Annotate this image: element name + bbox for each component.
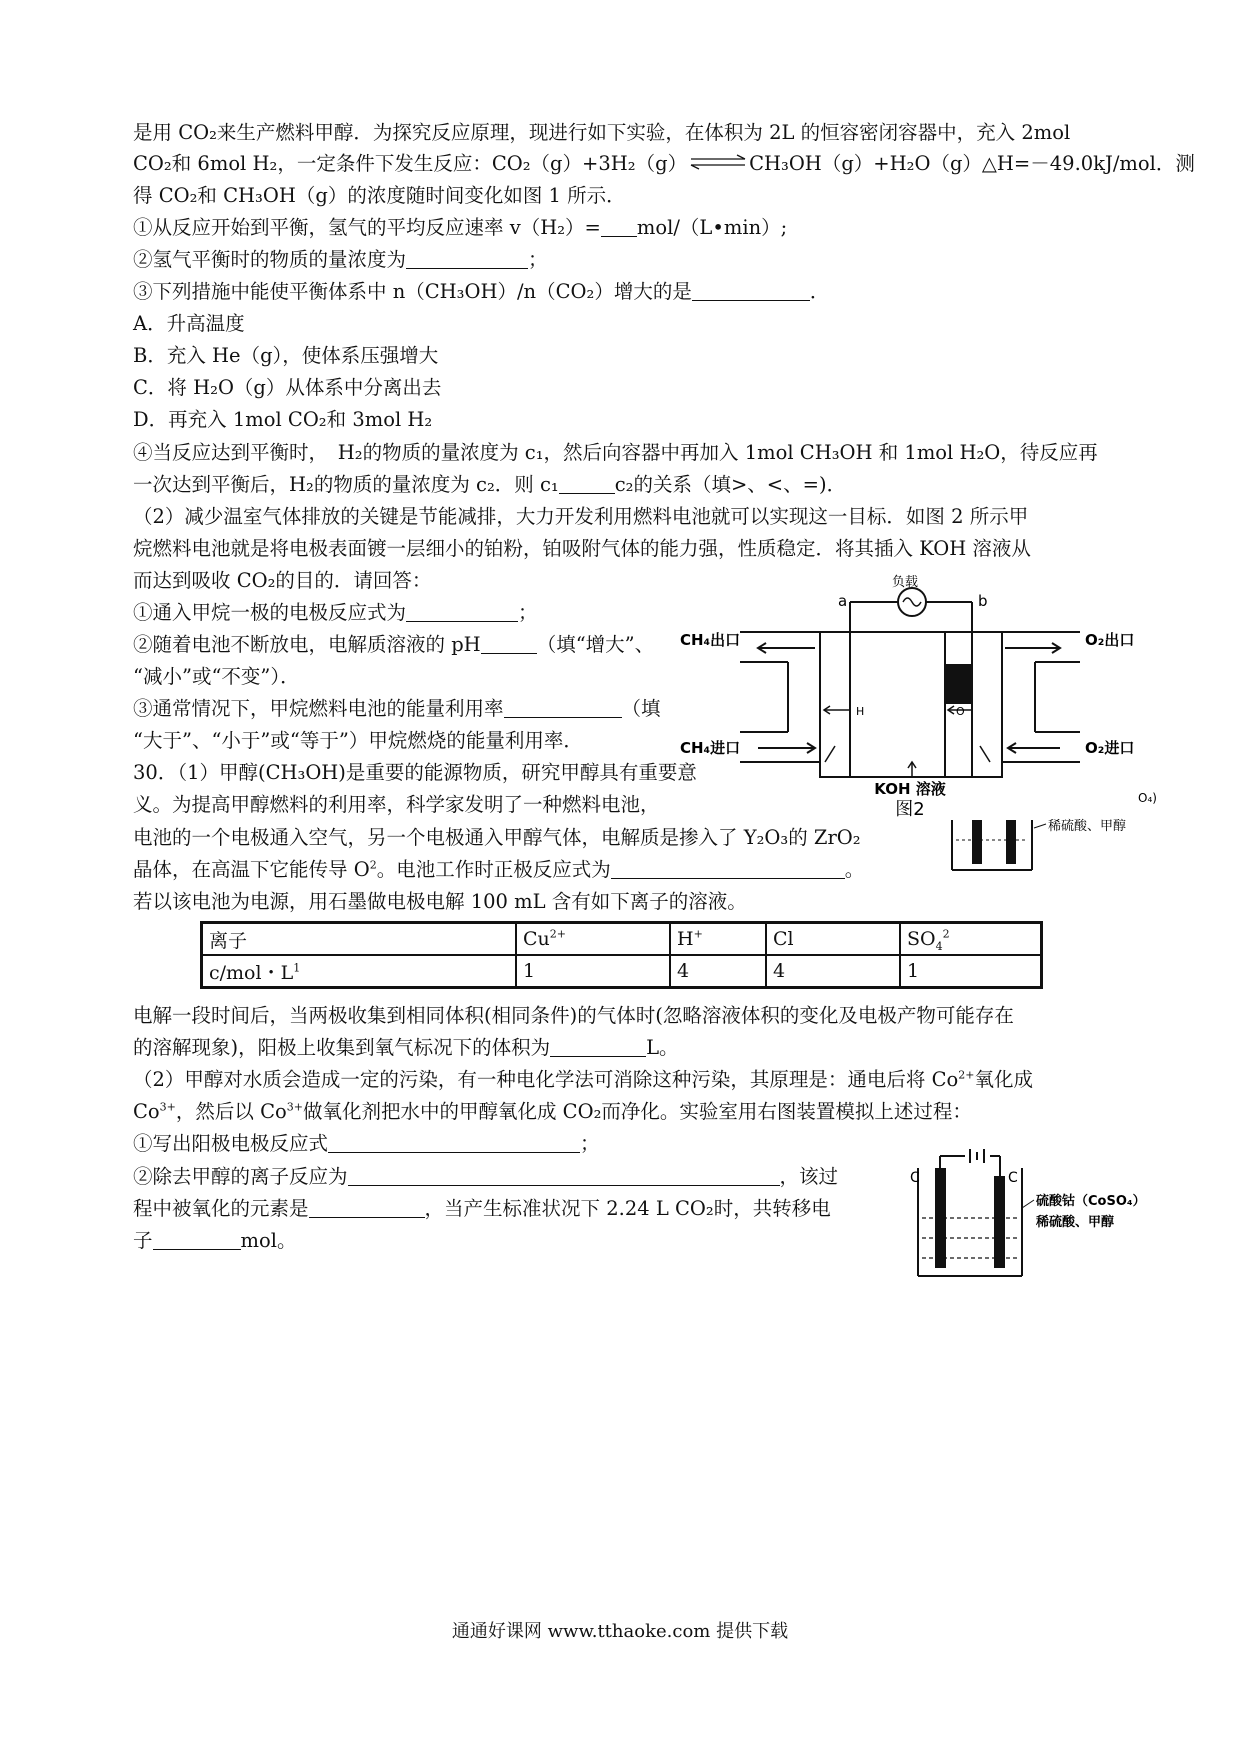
answer-blank[interactable]	[328, 1132, 580, 1153]
question-2: ②氢气平衡时的物质的量浓度为 ；	[133, 248, 548, 271]
fuel-cell-diagram	[680, 572, 1180, 822]
ch4-outlet-label: CH₄出口	[680, 631, 741, 649]
answer-blank[interactable]	[406, 248, 528, 269]
answer-blank[interactable]	[153, 1229, 241, 1250]
table-cell: 1	[516, 955, 670, 988]
electrolysis-cell-diagram	[910, 1148, 1160, 1288]
text-line: $Co^{3+}$，然后以 $Co^{3+}$做氧化剂把水中的甲醇氧化成 CO₂而净化。实验室用右图装置模拟上述过程：	[133, 1100, 972, 1123]
terminal-b-label: b	[978, 592, 988, 610]
text-line: （2）甲醇对水质会造成一定的污染，有一种电化学法可消除这种污染，其原理是：通电后将 $Co^{2+}$氧化成	[133, 1068, 1034, 1091]
o2-inlet-label: O₂进口	[1085, 739, 1135, 757]
table-cell: 离子	[202, 923, 517, 956]
sub-question-1: ①写出阳极电极反应式 ；	[133, 1132, 600, 1155]
question-4: ④当反应达到平衡时， H₂的物质的量浓度为 c₁，然后向容器中再加入 1mol CH₃OH 和 1mol H₂O，待反应再	[133, 441, 1098, 464]
text-line: “减小”或“不变”）．	[133, 665, 300, 688]
o-ion-label: O	[956, 705, 965, 718]
answer-blank[interactable]	[348, 1165, 780, 1186]
solution-label: 稀硫酸、甲醇	[1036, 1215, 1115, 1230]
o2-outlet-label: O₂出口	[1085, 631, 1135, 649]
answer-blank[interactable]	[309, 1197, 425, 1218]
sub-question-3: ③通常情况下，甲烷燃料电池的能量利用率 （填	[133, 697, 661, 720]
h-ion-label: H	[856, 705, 865, 718]
text-line: 义。为提高甲醇燃料的利用率，科学家发明了一种燃料电池，	[133, 793, 660, 816]
table-header-row	[202, 923, 1042, 956]
table-cell: $Cu^{2+}$	[516, 923, 670, 956]
answer-blank[interactable]	[601, 216, 637, 237]
ch4-inlet-label: CH₄进口	[680, 739, 741, 757]
koh-solution-label: KOH 溶液	[874, 780, 946, 798]
text-line: 得 CO₂和 CH₃OH（g）的浓度随时间变化如图 1 所示．	[133, 184, 626, 207]
answer-blank[interactable]	[559, 473, 615, 494]
text-line: 的溶解现象)，阳极上收集到氧气标况下的体积为 L。	[133, 1036, 679, 1059]
answer-blank[interactable]	[406, 601, 518, 622]
option-b: B．充入 He（g），使体系压强增大	[133, 344, 439, 367]
text-line: 晶体，在高温下它能传导 $O^2$。电池工作时正极反应式为 。	[133, 858, 865, 881]
text-line: 程中被氧化的元素是 ，当产生标准状况下 2.24 L CO₂时，共转移电	[133, 1197, 831, 1220]
electrode-block	[946, 664, 971, 704]
text-line: 电解一段时间后，当两极收集到相同体积(相同条件)的气体时(忽略溶液体积的变化及电极产物可能存在	[133, 1004, 1014, 1027]
solution-label: 稀硫酸、甲醇	[1048, 819, 1127, 834]
equilibrium-arrow-icon	[687, 155, 749, 169]
answer-blank[interactable]	[481, 633, 537, 654]
sub-question-2: ②随着电池不断放电，电解质溶液的 pH （填“增大”、	[133, 633, 655, 656]
carbon-electrode-left: C	[910, 1170, 920, 1186]
answer-blank[interactable]	[611, 858, 845, 879]
text-line: 烷燃料电池就是将电极表面镀一层细小的铂粉，铂吸附气体的能力强，性质稳定．将其插入 KOH 溶液从	[133, 537, 1031, 560]
answer-blank[interactable]	[550, 1036, 646, 1057]
sub-question-2: ②除去甲醇的离子反应为 ，该过	[133, 1165, 839, 1188]
text-line: “大于”、“小于”或“等于”）甲烷燃烧的能量利用率．	[133, 729, 583, 752]
question-4-cont: 一次达到平衡后，H₂的物质的量浓度为 c₂．则 c₁ c₂的关系（填>、<、=)．	[133, 473, 847, 496]
table-cell: 4	[670, 955, 766, 988]
table-cell: 4	[766, 955, 900, 988]
ion-concentration-table	[200, 921, 1043, 989]
question-1: ①从反应开始到平衡，氢气的平均反应速率 v（H₂）= mol/（L•min）;	[133, 216, 788, 239]
load-label: 负载	[891, 575, 919, 590]
text-line: 子 mol。	[133, 1229, 297, 1252]
table-cell: $SO_4^2$	[900, 923, 1042, 956]
answer-blank[interactable]	[692, 280, 810, 301]
text-line: 电池的一个电极通入空气，另一个电极通入甲醇气体，电解质是掺入了 Y₂O₃的 ZrO₂	[133, 826, 861, 849]
cropped-label: O₄)	[1138, 791, 1157, 805]
option-a: A．升高温度	[133, 312, 245, 335]
question-30: 30．（1）甲醇(CH₃OH)是重要的能源物质，研究甲醇具有重要意	[133, 761, 697, 784]
table-cell: H+	[670, 923, 766, 956]
option-c: C．将 H₂O（g）从体系中分离出去	[133, 376, 442, 399]
carbon-electrode-right: C	[1008, 1170, 1018, 1186]
text-line: 若以该电池为电源，用石墨做电极电解 100 mL 含有如下离子的溶液。	[133, 890, 747, 913]
table-cell: Cl	[766, 923, 900, 956]
terminal-a-label: a	[838, 592, 848, 610]
footer: 通通好课网 www.tthaoke.com 提供下载	[451, 1621, 789, 1642]
sub-question-1: ①通入甲烷一极的电极反应式为 ；	[133, 601, 538, 624]
table-cell: 1	[900, 955, 1042, 988]
cobalt-sulfate-label: 硫酸钴（CoSO₄）	[1036, 1194, 1146, 1209]
beaker-partial-diagram	[950, 820, 1200, 880]
text-line: CO₂和 6mol H₂，一定条件下发生反应：CO₂（g）+3H₂（g） CH₃OH（g）+H₂O（g）△H=－49.0kJ/mol．测	[133, 152, 1195, 175]
text-line: 是用 CO₂来生产燃料甲醇．为探究反应原理，现进行如下实验，在体积为 2L 的恒容密闭容器中，充入 2mol	[133, 121, 1071, 144]
text-line: 而达到吸收 CO₂的目的．请回答：	[133, 569, 432, 592]
figure-2-caption: 图2	[895, 799, 925, 820]
table-cell: c/mol・$L^1$	[202, 955, 517, 988]
table-row	[202, 955, 1042, 988]
answer-blank[interactable]	[504, 697, 622, 718]
text-line: （2）减少温室气体排放的关键是节能减排，大力开发利用燃料电池就可以实现这一目标．如图 2 所示甲	[133, 505, 1029, 528]
option-d: D．再充入 1mol CO₂和 3mol H₂	[133, 408, 433, 431]
question-3: ③下列措施中能使平衡体系中 n（CH₃OH）/n（CO₂）增大的是 ．	[133, 280, 830, 303]
